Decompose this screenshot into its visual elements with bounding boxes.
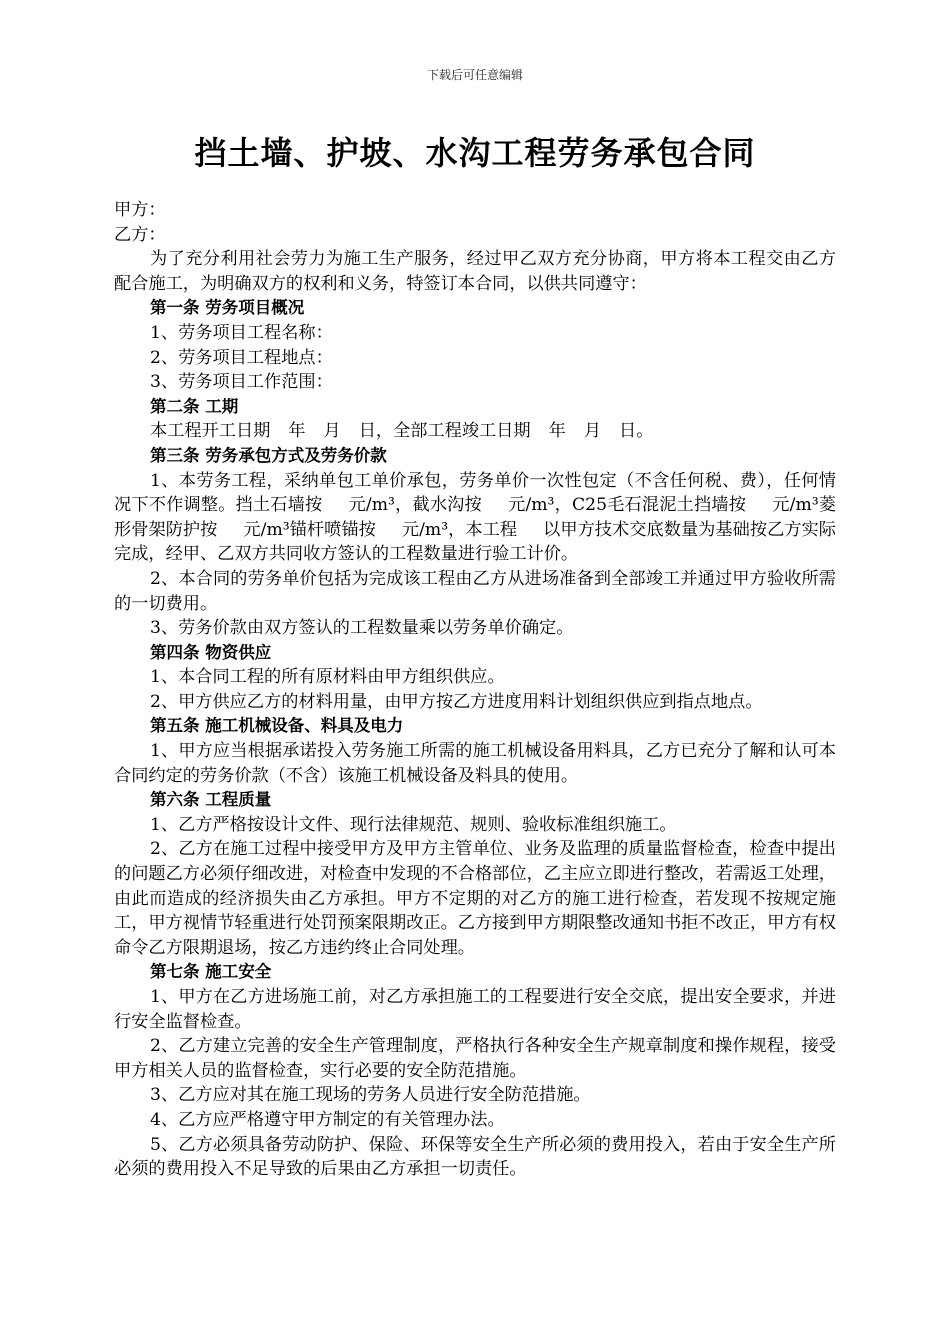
article-7-paragraph-3: 3、乙方应对其在施工现场的劳务人员进行安全防范措施。: [150, 1085, 591, 1106]
article-7-title: 第七条 施工安全: [150, 962, 272, 982]
article-7-paragraph-5: 5、乙方必须具备劳动防护、保险、环保等安全生产所必须的费用投入，若由于安全生产所必须的费用投入不足导致的后果由乙方承担一切责任。: [114, 1134, 836, 1180]
article-6-paragraph-1: 1、乙方严格按设计文件、现行法律规范、规则、验收标准组织施工。: [150, 814, 677, 835]
article-2-title: 第二条 工期: [150, 396, 239, 416]
article-3-paragraph-3: 3、劳务价款由双方签认的工程数量乘以劳务单价确定。: [150, 618, 574, 639]
article-5-title: 第五条 施工机械设备、料具及电力: [150, 716, 404, 736]
party-a-line: 甲方：: [114, 200, 166, 220]
price-text-e: 元/m³锚杆喷锚按: [243, 519, 376, 540]
intro-paragraph: 为了充分利用社会劳力为施工生产服务，经过甲乙双方充分协商，甲方将本工程交由乙方配合施工，为明确双方的权利和义务，特签订本合同，以供共同遵守：: [114, 249, 836, 294]
article-4-paragraph-2: 2、甲方供应乙方的材料用量，由甲方按乙方进度用料计划组织供应到指点地点。: [150, 691, 763, 712]
article-3-title: 第三条 劳务承包方式及劳务价款: [150, 445, 387, 465]
article-1-title: 第一条 劳务项目概况: [150, 298, 305, 318]
article-4-paragraph-1: 1、本合同工程的所有原材料由甲方组织供应。: [150, 667, 505, 688]
end-month-unit: 月: [583, 421, 602, 442]
article-7-paragraph-1: 1、甲方在乙方进场施工前，对乙方承担施工的工程要进行安全交底，提出安全要求，并进行安全监督检查。: [114, 987, 836, 1032]
article-4-title: 第四条 物资供应: [150, 642, 272, 662]
article-3-paragraph-2: 2、本合同的劳务单价包括为完成该工程由乙方从进场准备到全部竣工并通过甲方验收所需的一切费用。: [114, 568, 836, 614]
price-text-a: 1、本劳务工程，采纳单包工单价承包，劳务单价一次性包定（不含任何税、费），任何情况下不作调整。挡土石墙按: [114, 470, 836, 516]
article-2-paragraph: [114, 419, 836, 444]
price-text-f: 元/m³，本工程: [401, 519, 518, 540]
article-1-item-2: 2、劳务项目工程地点：: [150, 347, 333, 368]
article-3-paragraph-1: [114, 469, 836, 567]
article-1-item-1: 1、劳务项目工程名称：: [150, 322, 333, 343]
price-text-c: 元/m³，C25毛石混泥土挡墙按: [507, 495, 747, 516]
start-year-unit: 年: [288, 421, 306, 442]
party-b-line: 乙方：: [114, 224, 166, 245]
price-text-b: 元/m³，截水沟按: [348, 495, 482, 516]
article-7-paragraph-2: 2、乙方建立完善的安全生产管理制度，严格执行各种安全生产规章制度和操作规程，接受甲方相关人员的监督检查，实行必要的安全防范措施。: [114, 1036, 836, 1081]
article-6-title: 第六条 工程质量: [150, 790, 272, 810]
article-7-paragraph-4: 4、乙方应严格遵守甲方制定的有关管理办法。: [150, 1109, 505, 1130]
price-text-d: 元/m³菱形骨架防护按: [114, 495, 836, 540]
article-1-item-3: 3、劳务项目工作范围：: [150, 372, 333, 393]
article-6-paragraph-2: 2、乙方在施工过程中接受甲方及甲方主管单位、业务及监理的质量监督检查，检查中提出的问题乙方必须仔细改进，对检查中发现的不合格部位，乙主应立即进行整改，若需返工处理，由此而造成的经济损失由乙方承担。甲方不定期的对乙方的施工进行检查，若发现不按规定施工，甲方视情节轻重进行处罚预案限期改正。乙方接到甲方期限整改通知书拒不改正，甲方有权命令乙方限期退场，按乙方违约终止合同处理。: [114, 839, 836, 958]
header-note: 下载后可任意编辑: [426, 68, 523, 82]
price-text-g: 以甲方技术交底数量为基础按乙方实际完成，经甲、乙双方共同收方签认的工程数量进行验工计价。: [114, 519, 836, 565]
contract-body: [114, 198, 836, 1182]
start-date-label: 本工程开工日期: [150, 421, 271, 442]
start-month-unit: 月: [323, 421, 341, 442]
document-title: 挡土墙、护坡、水沟工程劳务承包合同: [194, 134, 756, 172]
article-5-paragraph-1: 1、甲方应当根据承诺投入劳务施工所需的施工机械设备用料具，乙方已充分了解和认可本合同约定的劳务价款（不含）该施工机械设备及料具的使用。: [114, 741, 836, 786]
end-year-unit: 年: [548, 421, 566, 442]
end-day-unit: 日。: [619, 421, 654, 442]
completion-date-label: 日，全部工程竣工日期: [358, 421, 531, 442]
